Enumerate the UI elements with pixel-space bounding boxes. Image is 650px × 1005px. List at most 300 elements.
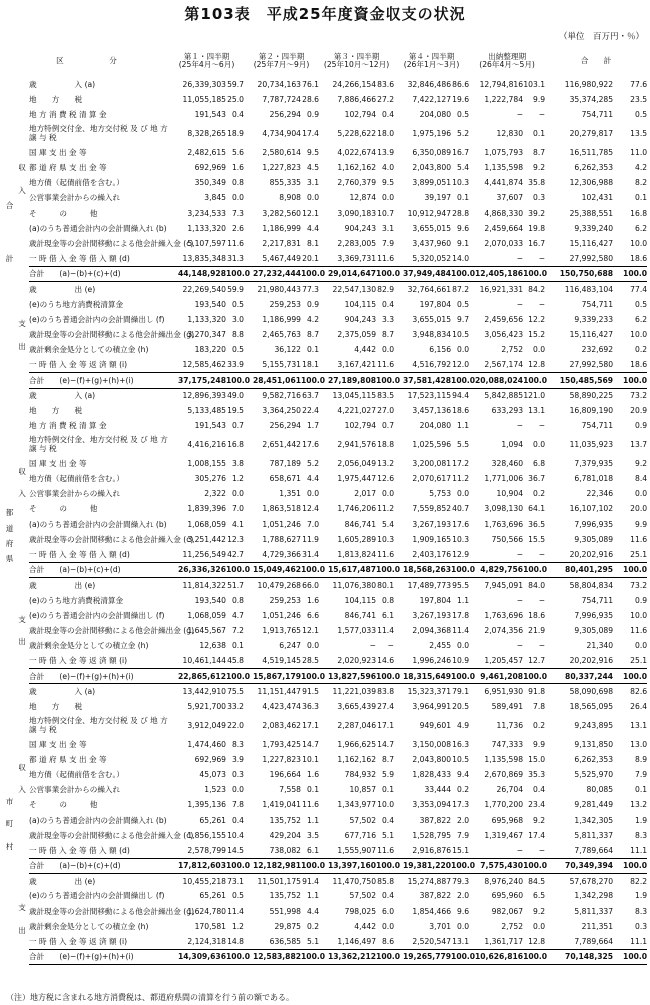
percent-cell: 0.3: [231, 769, 245, 779]
percent-cell: 5.2: [456, 129, 470, 139]
amount-cell: 20,202,916: [569, 549, 614, 559]
percent-cell: 100.0: [523, 373, 545, 388]
percent-cell: 36.7: [528, 474, 546, 484]
percent-cell: 39.2: [528, 208, 546, 218]
percent-cell: 13.7: [630, 440, 648, 450]
percent-cell: −: [538, 299, 546, 309]
table-row: [4, 77, 647, 92]
percent-cell: 18.1: [302, 360, 320, 370]
amount-cell: 7,379,935: [574, 458, 614, 468]
table-row: [4, 919, 647, 934]
percent-cell: 11.1: [630, 845, 648, 855]
percent-cell: 17.6: [452, 519, 470, 529]
percent-cell: 16.8: [630, 208, 648, 218]
amount-cell: 2,020,923: [337, 656, 377, 666]
amount-cell: 2,670,869: [484, 769, 524, 779]
amount-cell: 21,980,443: [257, 284, 302, 294]
table-row: [4, 92, 647, 107]
percent-cell: 4.2: [306, 314, 320, 324]
amount-cell: 1,645,567: [187, 625, 226, 635]
amount-cell: 9,339,240: [574, 223, 614, 233]
amount-cell: 5,842,885: [484, 391, 524, 401]
percent-cell: 14.8: [227, 936, 245, 946]
amount-cell: 1,395,136: [187, 800, 226, 810]
percent-cell: 12.1: [302, 208, 320, 218]
percent-cell: 0.1: [231, 641, 245, 651]
amount-cell: 4,442: [354, 345, 377, 355]
row-label: 公営事業会計からの繰入れ: [29, 785, 121, 795]
amount-cell: 37,175,248: [169, 373, 226, 388]
amount-cell: 2,403,176: [412, 549, 452, 559]
amount-cell: 193,540: [194, 595, 226, 605]
percent-cell: 5.1: [306, 936, 320, 946]
amount-cell: 102,431: [581, 193, 614, 203]
table-row: [4, 889, 647, 904]
percent-cell: 0.4: [533, 785, 546, 795]
amount-cell: 5,155,731: [262, 360, 302, 370]
amount-cell: 4,734,904: [262, 129, 302, 139]
row-label: (e)のうち普通会計内の会計間繰出し (f): [29, 891, 165, 901]
amount-cell: 949,601: [419, 720, 452, 730]
amount-cell: 18,315,649: [394, 669, 451, 684]
percent-cell: 83.5: [377, 391, 395, 401]
amount-cell: 1,133,320: [187, 223, 226, 233]
percent-cell: 0.0: [381, 193, 395, 203]
row-label: 合計 (e)−(f)+(g)+(h)+(i): [29, 669, 169, 684]
amount-cell: 57,678,270: [569, 876, 614, 886]
amount-cell: 37,607: [496, 193, 524, 203]
amount-cell: 3,150,008: [412, 739, 452, 749]
percent-cell: 3.1: [381, 223, 395, 233]
percent-cell: 100.0: [376, 669, 394, 684]
table-row: [4, 221, 647, 236]
row-label: 公営事業会計からの繰入れ: [29, 489, 121, 499]
percent-cell: 7.0: [306, 519, 320, 529]
amount-cell: 4,519,145: [262, 656, 302, 666]
percent-cell: 15.2: [528, 330, 546, 340]
percent-cell: 87.2: [452, 284, 470, 294]
percent-cell: 28.5: [302, 656, 320, 666]
percent-cell: 0.5: [231, 345, 245, 355]
percent-cell: 8.2: [635, 178, 648, 188]
amount-cell: 2,459,664: [484, 223, 524, 233]
amount-cell: 3,457,136: [412, 406, 452, 416]
amount-cell: 1,222,784: [484, 94, 524, 104]
header-closing-period: 出納整理期 (26年4月〜5月): [479, 51, 535, 69]
amount-cell: 13,835,348: [182, 253, 226, 263]
percent-cell: 28.6: [302, 94, 320, 104]
percent-cell: 1.9: [635, 891, 648, 901]
table-row: [4, 608, 647, 623]
table-row: [4, 145, 647, 160]
amount-cell: 9,281,449: [574, 800, 614, 810]
amount-cell: 2,752: [501, 921, 524, 931]
row-label: 歳 入 (a): [29, 686, 96, 696]
row-label: 地 方 消 費 税 清 算 金: [29, 110, 107, 120]
percent-cell: 77.4: [630, 284, 648, 294]
amount-cell: 102,794: [344, 110, 377, 120]
amount-cell: 2,465,763: [262, 330, 302, 340]
amount-cell: 26,336,326: [169, 562, 226, 577]
amount-cell: 4,442: [354, 921, 377, 931]
row-label: そ の 他: [29, 504, 98, 514]
percent-cell: 18.9: [227, 129, 245, 139]
amount-cell: 116,483,104: [564, 284, 614, 294]
percent-cell: 9.6: [456, 223, 470, 233]
amount-cell: 3,665,439: [337, 701, 377, 711]
amount-cell: 25,388,551: [569, 208, 614, 218]
percent-cell: 0.5: [635, 110, 648, 120]
amount-cell: 2,455: [429, 641, 452, 651]
percent-cell: 1.6: [306, 769, 320, 779]
percent-cell: 73.1: [227, 876, 245, 886]
percent-cell: 0.3: [635, 921, 648, 931]
amount-cell: −: [369, 641, 377, 651]
percent-cell: 16.7: [452, 147, 470, 157]
percent-cell: 10.3: [452, 178, 470, 188]
percent-cell: 0.4: [381, 299, 395, 309]
table-row: [4, 123, 647, 146]
table-row: [4, 684, 647, 699]
amount-cell: 4,516,792: [412, 360, 452, 370]
percent-cell: 121.0: [523, 391, 546, 401]
percent-cell: 1.1: [306, 891, 320, 901]
amount-cell: 2,941,576: [337, 440, 377, 450]
amount-cell: 7,575,430: [469, 858, 523, 873]
percent-cell: 12.2: [528, 314, 546, 324]
amount-cell: −: [516, 595, 524, 605]
row-label: 合計 (e)−(f)+(g)+(h)+(i): [29, 949, 169, 964]
amount-cell: 2,520,547: [412, 936, 452, 946]
amount-cell: 589,491: [491, 701, 524, 711]
percent-cell: 3.3: [381, 314, 395, 324]
amount-cell: 32,764,661: [407, 284, 452, 294]
amount-cell: 4,423,474: [262, 701, 302, 711]
amount-cell: 1,523: [204, 785, 226, 795]
percent-cell: −: [538, 595, 546, 605]
amount-cell: 754,711: [581, 421, 614, 431]
amount-cell: 211,351: [581, 921, 614, 931]
amount-cell: 12,405,186: [469, 267, 523, 282]
percent-cell: 15.5: [528, 534, 546, 544]
section-label: 市 町 村: [5, 796, 14, 852]
percent-cell: 13.0: [630, 739, 648, 749]
percent-cell: 17.4: [302, 129, 320, 139]
percent-cell: 16.7: [528, 238, 546, 248]
amount-cell: 6,951,930: [484, 686, 524, 696]
amount-cell: 1,162,162: [337, 754, 377, 764]
amount-cell: 2,124,318: [187, 936, 226, 946]
amount-cell: 183,220: [194, 345, 226, 355]
amount-cell: 58,090,698: [569, 686, 614, 696]
amount-cell: 1,186,999: [262, 223, 302, 233]
amount-cell: 15,617,487: [319, 562, 376, 577]
amount-cell: 150,485,569: [545, 373, 613, 388]
percent-cell: 0.0: [533, 440, 546, 450]
amount-cell: 57,502: [349, 815, 377, 825]
amount-cell: 20,202,916: [569, 656, 614, 666]
table-row: [4, 934, 647, 949]
percent-cell: 0.4: [381, 891, 395, 901]
percent-cell: 100.0: [613, 858, 647, 873]
block-label: 支 出: [18, 614, 26, 647]
header-q2: 第２・四半期 (25年7月〜9月): [253, 51, 310, 69]
percent-cell: 0.0: [306, 641, 320, 651]
row-label: 地方特例交付金、地方交付税 及 び 地 方 譲 与 税: [29, 435, 168, 453]
amount-cell: 1,094: [501, 440, 524, 450]
amount-cell: 259,253: [269, 595, 302, 605]
amount-cell: 150,750,688: [545, 267, 613, 282]
percent-cell: 45.8: [227, 656, 245, 666]
percent-cell: 10.5: [452, 330, 470, 340]
page-title: 第103表 平成25年度資金収支の状況: [184, 5, 466, 23]
amount-cell: 14,309,636: [169, 949, 226, 964]
row-label: 一 時 借 入 金 等 借 入 額 (d): [29, 253, 130, 263]
table-row: [4, 418, 647, 433]
amount-cell: 3,655,015: [412, 314, 452, 324]
amount-cell: 13,442,910: [182, 686, 226, 696]
percent-cell: 85.8: [377, 876, 395, 886]
amount-cell: 22,865,612: [169, 669, 226, 684]
amount-cell: 16,107,102: [569, 504, 614, 514]
percent-cell: 9.2: [635, 458, 648, 468]
percent-cell: 0.7: [381, 421, 395, 431]
percent-cell: 0.5: [231, 891, 245, 901]
percent-cell: 0.0: [231, 193, 245, 203]
amount-cell: 692,969: [194, 754, 226, 764]
percent-cell: 8.7: [381, 330, 395, 340]
percent-cell: 10.0: [377, 800, 395, 810]
percent-cell: 20.0: [630, 504, 648, 514]
amount-cell: 116,980,922: [564, 79, 614, 89]
percent-cell: 14.7: [377, 739, 395, 749]
row-label: (e)のうち普通会計内の会計間繰出し (f): [29, 610, 165, 620]
amount-cell: 3,899,051: [412, 178, 452, 188]
percent-cell: 18.0: [377, 129, 395, 139]
amount-cell: 27,992,580: [569, 360, 614, 370]
row-label: (e)のうち普通会計内の会計間繰出し (f): [29, 314, 165, 324]
amount-cell: 2,070,617: [412, 474, 452, 484]
percent-cell: 40.7: [452, 504, 470, 514]
percent-cell: 100.0: [523, 949, 545, 964]
row-label: 国 庫 支 出 金 等: [29, 147, 87, 157]
percent-cell: 7.9: [381, 238, 395, 248]
percent-cell: 10.0: [630, 330, 648, 340]
amount-cell: 2,760,379: [337, 178, 377, 188]
table-row: [4, 578, 647, 593]
percent-cell: 13.2: [377, 458, 395, 468]
percent-cell: 27.0: [377, 406, 395, 416]
percent-cell: 95.5: [452, 580, 470, 590]
percent-cell: 17.1: [377, 720, 395, 730]
table-row: [4, 798, 647, 813]
amount-cell: 11,055,185: [182, 94, 226, 104]
amount-cell: 15,274,887: [407, 876, 452, 886]
table-row: [4, 532, 647, 547]
percent-cell: 49.0: [227, 391, 245, 401]
amount-cell: 5,133,485: [187, 406, 226, 416]
percent-cell: 8.4: [635, 474, 648, 484]
percent-cell: 10.4: [227, 830, 245, 840]
amount-cell: 350,349: [194, 178, 226, 188]
amount-cell: 2,567,174: [484, 360, 524, 370]
amount-cell: 3,369,731: [337, 253, 377, 263]
percent-cell: 8.1: [306, 238, 320, 248]
percent-cell: 9.4: [456, 769, 470, 779]
block-label: 収 入: [18, 466, 26, 499]
amount-cell: 9,461,208: [469, 669, 523, 684]
block-label: 収 入: [18, 163, 26, 195]
amount-cell: 1,770,200: [484, 800, 524, 810]
percent-cell: 0.4: [381, 815, 395, 825]
row-label: 歳 出 (e): [29, 284, 96, 294]
percent-cell: 10.5: [452, 754, 470, 764]
amount-cell: 754,711: [581, 595, 614, 605]
table-row: [4, 487, 647, 502]
table-row: [4, 593, 647, 608]
percent-cell: −: [538, 845, 546, 855]
percent-cell: 0.8: [231, 178, 245, 188]
percent-cell: 9.9: [533, 739, 546, 749]
amount-cell: 1,343,977: [337, 800, 377, 810]
unit-label: （単位 百万円・％）: [558, 32, 644, 42]
percent-cell: 15.1: [452, 845, 470, 855]
percent-cell: 0.8: [231, 595, 245, 605]
amount-cell: 754,711: [581, 110, 614, 120]
amount-cell: 1,763,696: [484, 519, 524, 529]
percent-cell: 9.2: [533, 815, 546, 825]
percent-cell: 9.2: [533, 906, 546, 916]
amount-cell: 3,270,347: [187, 330, 226, 340]
percent-cell: 0.0: [381, 345, 395, 355]
percent-cell: 4.5: [306, 163, 320, 173]
percent-cell: −: [538, 253, 546, 263]
row-label: 地方債（起債前借を含む。）: [29, 474, 124, 484]
amount-cell: 3,845: [204, 193, 226, 203]
percent-cell: 6.0: [381, 906, 395, 916]
table-row: [4, 638, 647, 653]
amount-cell: 1,068,059: [187, 519, 226, 529]
amount-cell: −: [516, 299, 524, 309]
percent-cell: 0.9: [635, 595, 648, 605]
amount-cell: 1,788,627: [262, 534, 302, 544]
percent-cell: 6.6: [306, 610, 320, 620]
table-row: [4, 828, 647, 843]
amount-cell: 104,115: [344, 299, 377, 309]
percent-cell: 76.1: [302, 79, 320, 89]
amount-cell: 2,083,462: [262, 720, 302, 730]
percent-cell: 27.2: [377, 94, 395, 104]
row-label: そ の 他: [29, 208, 98, 218]
amount-cell: 1,555,907: [337, 845, 377, 855]
percent-cell: 11.0: [630, 147, 648, 157]
amount-cell: 6,156: [429, 345, 452, 355]
percent-cell: 2.0: [456, 815, 470, 825]
percent-cell: 73.2: [630, 580, 648, 590]
amount-cell: 36,122: [274, 345, 302, 355]
row-label: 合計 (a)−(b)+(c)+(d): [29, 562, 169, 577]
amount-cell: 1,763,696: [484, 610, 524, 620]
amount-cell: 4,868,330: [484, 208, 524, 218]
row-label: 歳 出 (e): [29, 876, 96, 886]
percent-cell: 13.1: [452, 936, 470, 946]
percent-cell: 100.0: [226, 858, 244, 873]
percent-cell: 100.0: [451, 267, 469, 282]
percent-cell: 31.3: [227, 253, 245, 263]
header-q4: 第４・四半期 (26年1月〜3月): [403, 51, 460, 69]
percent-cell: 100.0: [523, 562, 545, 577]
amount-cell: 6,781,018: [574, 474, 614, 484]
amount-cell: 1,813,824: [337, 549, 377, 559]
row-label: 地 方 消 費 税 清 算 金: [29, 421, 107, 431]
amount-cell: 754,711: [581, 299, 614, 309]
percent-cell: 13.5: [630, 129, 648, 139]
percent-cell: 17.6: [302, 440, 320, 450]
percent-cell: 10.7: [377, 208, 395, 218]
percent-cell: 22.0: [227, 720, 245, 730]
row-label: 地方債（起債前借を含む。）: [29, 178, 124, 188]
percent-cell: 4.4: [306, 906, 320, 916]
section-label: 都 道 府 県: [5, 508, 14, 563]
amount-cell: 2,217,831: [262, 238, 302, 248]
percent-cell: 100.0: [613, 373, 647, 388]
amount-cell: 204,080: [419, 110, 452, 120]
amount-cell: 1,361,717: [484, 936, 524, 946]
amount-cell: 1,605,289: [337, 534, 377, 544]
header-row: [4, 44, 647, 77]
amount-cell: 4,829,756: [469, 562, 523, 577]
amount-cell: 6,247: [279, 641, 302, 651]
percent-cell: 14.7: [302, 739, 320, 749]
percent-cell: 4.1: [231, 519, 245, 529]
row-label: 地方特例交付金、地方交付税 及 び 地 方 譲 与 税: [29, 715, 168, 734]
percent-cell: 17.1: [302, 720, 320, 730]
amount-cell: 3,701: [429, 921, 452, 931]
table-row: [4, 312, 647, 327]
amount-cell: 3,200,081: [412, 458, 452, 468]
amount-cell: 256,294: [269, 110, 302, 120]
percent-cell: 0.2: [635, 345, 648, 355]
amount-cell: 197,804: [419, 595, 452, 605]
amount-cell: 35,374,285: [569, 94, 614, 104]
percent-cell: 0.4: [381, 110, 395, 120]
percent-cell: 9.9: [635, 519, 648, 529]
amount-cell: 1,075,793: [484, 147, 524, 157]
percent-cell: 3.9: [231, 754, 245, 764]
row-label: 一 時 借 入 金 等 借 入 額 (d): [29, 845, 130, 855]
row-label: 一 時 借 入 金 等 返 済 額 (i): [29, 360, 128, 370]
amount-cell: 17,489,773: [407, 580, 452, 590]
percent-cell: 100.0: [451, 669, 469, 684]
row-label: (e)のうち地方消費税清算金: [29, 595, 124, 605]
percent-cell: 15.0: [528, 754, 546, 764]
amount-cell: 2,459,656: [484, 314, 524, 324]
percent-cell: 18.8: [377, 440, 395, 450]
percent-cell: 0.1: [381, 785, 395, 795]
amount-cell: 12,306,988: [569, 178, 614, 188]
row-label: 地方特例交付金、地方交付税 及 び 地 方 譲 与 税: [29, 124, 168, 142]
amount-cell: 16,511,785: [569, 147, 614, 157]
percent-cell: 33.2: [227, 701, 245, 711]
table-row: [4, 874, 647, 889]
percent-cell: 17.4: [528, 830, 546, 840]
table-row: [4, 282, 647, 297]
percent-cell: 10.9: [452, 656, 470, 666]
amount-cell: 1,319,467: [484, 830, 524, 840]
amount-cell: 3,234,533: [187, 208, 226, 218]
percent-cell: 12.8: [528, 360, 546, 370]
percent-cell: 100.0: [301, 669, 319, 684]
